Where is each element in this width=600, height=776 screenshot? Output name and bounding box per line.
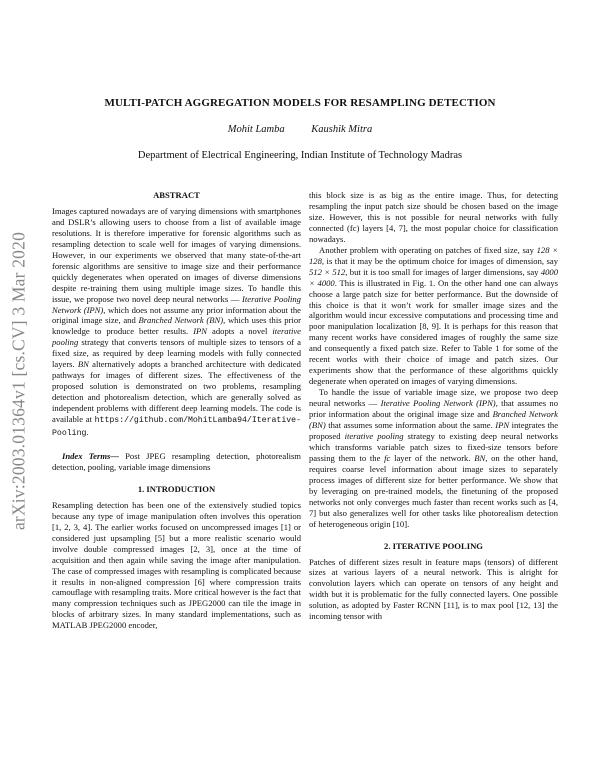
left-column — [52, 190, 301, 631]
authors — [60, 124, 540, 135]
paper-title: MULTI-PATCH AGGREGATION MODELS FOR RESAMPLING DETECTION — [104, 97, 496, 109]
section-2-heading: 2. ITERATIVE POOLING — [384, 540, 483, 551]
section-1-heading: 1. INTRODUCTION — [137, 483, 216, 494]
intro-text: Resampling detection has been one of the extensively studied topics because any type of image manipulation often involves this operation [1, 2, 3, 4]. The earlier works focused on uncompressed images [1] or considered just upsampling [5] but a more realistic scenario would involve double compressed images [2, 3], once at the time of acquisition and then again while saving the image after manipulation. The case of compressed images with resampling is complicated because it results in non-aligned compression [6] where compression traits camouflage with resampling traits. More critical however is the fact that many compression techniques such as JPEG2000 can tile the image in blocks of arbitrary sizes. In many standard implementations, such as MATLAB JPEG2000 encoder, — [52, 499, 301, 631]
index-terms: Index Terms— Post JPEG resampling detection, photorealism detection, pooling, variable image dimensions — [52, 450, 301, 472]
arxiv-identifier: arXiv:2003.01364v1 [cs.CV] 3 Mar 2020 — [8, 231, 29, 531]
right-paragraph-2: Another problem with operating on patches of fixed size, say 128 × 128, is that it may be the optimum choice for images of dimension, say 512 × 512, but it is too small for images of larger dimensions, say 4000 × 4000. This is illustrated in Fig. 1. On the other hand one can always choose a large patch size for better performance. But the downside of this choice is that it won’t work for smaller image sizes and the algorithm would incur excessive computations and processing time and poor manipulation localization [8, 9]. It is perhaps for this reason that many recent works have considered images of roughly the same size and consequently a fixed patch size. Refer to Table 1 for some of the recent works with their choice of image and patch sizes. Our experiments show that the performance of these algorithms quickly degenerate when operated on images of varying dimensions. — [309, 244, 558, 387]
right-paragraph-3: To handle the issue of variable image size, we propose two deep neural networks — Iterative Pooling Network (IPN), that assumes no prior information about the original image size and Branched Network (BN) that assumes some information about the same. IPN integrates the proposed iterative pooling strategy to existing deep neural networks which transforms variable patch sizes to fixed-size tensors before passing them to the fc layer of the network. BN, on the other hand, requires coarse level information about image sizes to separately process images of different size for better performance. We show that by leveraging on pre-trained models, the finetuning of the proposed networks not only converges much faster than recent works such as [4, 7] but also generalizes well for other tasks like photorealism detection of heterogeneous origin [10]. — [309, 387, 559, 529]
abstract-heading: ABSTRACT — [153, 190, 200, 200]
abstract-text: Images captured nowadays are of varying dimensions with smartphones and DSLR’s allowing users to choose from a list of available image resolutions. It is therefore imperative for forensic algorithms such as resampling detection to scale well for images of varying dimensions. However, in our experiments we observed that many state-of-the-art forensic algorithms are sensitive to image size and their performance quickly degenerates when operated on images of diverse dimensions despite re-training them using multiple image sizes. To handle this issue, we propose two novel deep neural networks — Iterative Pooling Network (IPN), which does not assume any prior information about the original image size, and Branched Network (BN), which uses this prior knowledge to produce better results. IPN adopts a novel iterative pooling strategy that converts tensors of multiple sizes to tensors of a fixed size, as required by deep learning models with fully connected layers. BN alternatively adopts a branched architecture with dedicated pathways for images of different sizes. The effectiveness of the proposed solution is demonstrated on two problems, resampling detection and photorealism detection, which are generally solved as independent problems with different deep learning models. The code is available at https://github.com/MohitLamba94/Iterative-Pooling. — [52, 205, 302, 439]
code-link[interactable]: https://github.com/MohitLamba94/Iterative-Pooling — [52, 416, 301, 439]
affiliation: Department of Electrical Engineering, Indian Institute of Technology Madras — [137, 150, 463, 161]
right-paragraph-1: this block size is as big as the entire image. Thus, for detecting resampling the input patch size should be chosen based on the image size. However, this is not possible for neural networks with fully connected (fc) layers [4, 7], the most popular choice for classification nowadays. — [309, 190, 558, 244]
arxiv-sidebar — [6, 200, 32, 562]
right-column — [309, 190, 558, 622]
section-2-text: Patches of different sizes result in feature maps (tensors) of different sizes at various layers of a neural network. This is alright for convolution layers which can operate on tensors of any height and width but it is problematic for the fully connected layers. One possible solution, as adopted by Faster RCNN [11], is to max pool [12, 13] the incoming tensor with — [309, 556, 558, 622]
author-1: Mohit Lamba — [227, 124, 285, 135]
author-2: Kaushik Mitra — [311, 124, 373, 135]
